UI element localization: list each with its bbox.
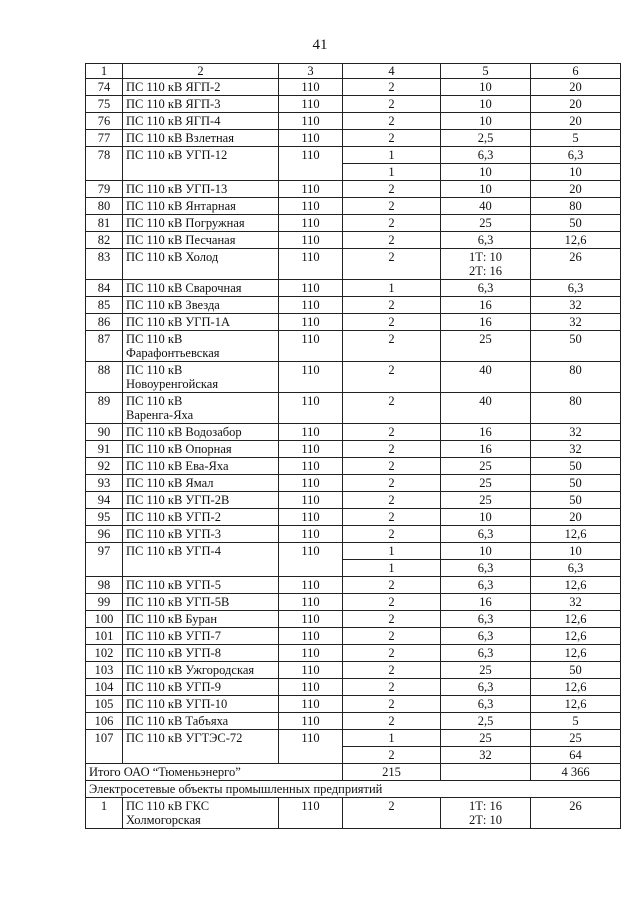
table-row	[86, 280, 621, 297]
substation-name: ПС 110 кВ УГТЭС-72	[123, 730, 279, 764]
transformer-power: 40	[441, 393, 531, 424]
table-row	[86, 96, 621, 113]
transformer-count: 2	[343, 96, 441, 113]
table-row	[86, 424, 621, 441]
voltage-cell: 110	[279, 492, 343, 509]
row-number: 106	[86, 713, 123, 730]
substation-name: ПС 110 кВ Фарафонтьевская	[123, 331, 279, 362]
row-number: 74	[86, 79, 123, 96]
substation-name: ПС 110 кВ УГП-13	[123, 181, 279, 198]
transformer-power: 40	[441, 198, 531, 215]
voltage-cell: 110	[279, 331, 343, 362]
substation-name: ПС 110 кВ Погружная	[123, 215, 279, 232]
transformer-power: 25	[441, 475, 531, 492]
transformer-power: 10	[441, 96, 531, 113]
table-row	[86, 215, 621, 232]
transformer-power: 25	[441, 492, 531, 509]
table-row	[86, 147, 621, 164]
substation-name: ПС 110 кВ Опорная	[123, 441, 279, 458]
transformer-power: 10	[441, 543, 531, 560]
total-power: 10	[531, 543, 621, 560]
voltage-cell: 110	[279, 198, 343, 215]
table-row	[86, 130, 621, 147]
transformer-power: 25	[441, 215, 531, 232]
transformer-power: 1Т: 10 2Т: 16	[441, 249, 531, 280]
transformer-count: 2	[343, 393, 441, 424]
transformer-power: 6,3	[441, 560, 531, 577]
total-value: 4 366	[531, 764, 621, 781]
row-number: 94	[86, 492, 123, 509]
table-row	[86, 362, 621, 393]
row-number: 87	[86, 331, 123, 362]
transformer-count: 2	[343, 331, 441, 362]
voltage-cell: 110	[279, 611, 343, 628]
row-number: 78	[86, 147, 123, 181]
row-number: 88	[86, 362, 123, 393]
table-row	[86, 492, 621, 509]
table-row	[86, 249, 621, 280]
substation-name: ПС 110 кВ Песчаная	[123, 232, 279, 249]
table-row	[86, 679, 621, 696]
voltage-cell: 110	[279, 577, 343, 594]
transformer-power: 6,3	[441, 526, 531, 543]
table-row	[86, 181, 621, 198]
header-cell: 1	[86, 64, 123, 79]
transformer-count: 1	[343, 543, 441, 560]
header-cell: 2	[123, 64, 279, 79]
total-power: 50	[531, 458, 621, 475]
substation-name: ПС 110 кВ ЯГП-4	[123, 113, 279, 130]
transformer-power: 10	[441, 181, 531, 198]
voltage-cell: 110	[279, 458, 343, 475]
voltage-cell: 110	[279, 280, 343, 297]
table-row	[86, 458, 621, 475]
voltage-cell: 110	[279, 628, 343, 645]
substation-name: ПС 110 кВ Ева-Яха	[123, 458, 279, 475]
substation-name: ПС 110 кВ Новоуренгойская	[123, 362, 279, 393]
row-number: 77	[86, 130, 123, 147]
voltage-cell: 110	[279, 297, 343, 314]
transformer-count: 2	[343, 475, 441, 492]
voltage-cell: 110	[279, 713, 343, 730]
total-power: 12,6	[531, 696, 621, 713]
total-power: 12,6	[531, 628, 621, 645]
voltage-cell: 110	[279, 362, 343, 393]
header-cell: 5	[441, 64, 531, 79]
transformer-count: 2	[343, 232, 441, 249]
table-row	[86, 713, 621, 730]
transformer-count: 2	[343, 628, 441, 645]
total-power: 32	[531, 441, 621, 458]
total-power: 26	[531, 798, 621, 829]
table-row	[86, 611, 621, 628]
row-number: 81	[86, 215, 123, 232]
table-row	[86, 393, 621, 424]
substation-name: ПС 110 кВ УГП-2	[123, 509, 279, 526]
total-power: 20	[531, 181, 621, 198]
transformer-count: 2	[343, 492, 441, 509]
total-power: 6,3	[531, 560, 621, 577]
total-power: 50	[531, 215, 621, 232]
total-power: 5	[531, 713, 621, 730]
voltage-cell: 110	[279, 393, 343, 424]
substation-name: ПС 110 кВ Ужгородская	[123, 662, 279, 679]
header-cell: 3	[279, 64, 343, 79]
voltage-cell: 110	[279, 441, 343, 458]
total-power: 12,6	[531, 611, 621, 628]
total-power: 20	[531, 113, 621, 130]
total-power: 20	[531, 79, 621, 96]
voltage-cell: 110	[279, 424, 343, 441]
header-cell: 6	[531, 64, 621, 79]
total-power: 20	[531, 96, 621, 113]
total-power: 32	[531, 314, 621, 331]
table-row	[86, 730, 621, 747]
row-number: 79	[86, 181, 123, 198]
transformer-count: 2	[343, 130, 441, 147]
substation-name: ПС 110 кВ УГП-4	[123, 543, 279, 577]
substation-name: ПС 110 кВ Янтарная	[123, 198, 279, 215]
substation-name: ПС 110 кВ УГП-7	[123, 628, 279, 645]
substation-name: ПС 110 кВ УГП-3	[123, 526, 279, 543]
transformer-count: 2	[343, 509, 441, 526]
table-row	[86, 798, 621, 829]
voltage-cell: 110	[279, 526, 343, 543]
voltage-cell: 110	[279, 543, 343, 577]
transformer-power: 2,5	[441, 130, 531, 147]
row-number: 85	[86, 297, 123, 314]
transformer-power: 25	[441, 730, 531, 747]
substation-name: ПС 110 кВ УГП-5В	[123, 594, 279, 611]
transformer-power: 6,3	[441, 280, 531, 297]
transformer-power: 16	[441, 594, 531, 611]
row-number: 83	[86, 249, 123, 280]
substation-name: ПС 110 кВ УГП-10	[123, 696, 279, 713]
transformer-power: 6,3	[441, 232, 531, 249]
transformer-count: 2	[343, 526, 441, 543]
transformer-power: 40	[441, 362, 531, 393]
transformer-count: 2	[343, 441, 441, 458]
voltage-cell: 110	[279, 509, 343, 526]
row-number: 84	[86, 280, 123, 297]
transformer-power: 16	[441, 314, 531, 331]
total-empty	[441, 764, 531, 781]
transformer-count: 2	[343, 458, 441, 475]
total-power: 12,6	[531, 679, 621, 696]
transformer-count: 2	[343, 297, 441, 314]
substation-name: ПС 110 кВ УГП-5	[123, 577, 279, 594]
header-cell: 4	[343, 64, 441, 79]
total-row	[86, 764, 621, 781]
substation-name: ПС 110 кВ УГП-2В	[123, 492, 279, 509]
substations-table	[85, 63, 621, 829]
row-number: 92	[86, 458, 123, 475]
table-row	[86, 577, 621, 594]
transformer-power: 6,3	[441, 679, 531, 696]
voltage-cell: 110	[279, 798, 343, 829]
total-power: 12,6	[531, 577, 621, 594]
total-power: 12,6	[531, 526, 621, 543]
total-power: 50	[531, 662, 621, 679]
table-body	[86, 64, 621, 829]
substation-name: ПС 110 кВ ЯГП-3	[123, 96, 279, 113]
table-row	[86, 314, 621, 331]
row-number: 82	[86, 232, 123, 249]
total-power: 26	[531, 249, 621, 280]
total-power: 32	[531, 594, 621, 611]
voltage-cell: 110	[279, 96, 343, 113]
total-power: 32	[531, 424, 621, 441]
substation-name: ПС 110 кВ Варенга-Яха	[123, 393, 279, 424]
transformer-power: 1Т: 16 2Т: 10	[441, 798, 531, 829]
transformer-power: 16	[441, 424, 531, 441]
table-row	[86, 441, 621, 458]
total-power: 50	[531, 331, 621, 362]
voltage-cell: 110	[279, 730, 343, 764]
total-power: 64	[531, 747, 621, 764]
transformer-count: 1	[343, 164, 441, 181]
transformer-count: 2	[343, 747, 441, 764]
substation-name: ПС 110 кВ Сварочная	[123, 280, 279, 297]
transformer-power: 6,3	[441, 628, 531, 645]
transformer-power: 6,3	[441, 611, 531, 628]
voltage-cell: 110	[279, 130, 343, 147]
row-number: 102	[86, 645, 123, 662]
row-number: 80	[86, 198, 123, 215]
substation-name: ПС 110 кВ УГП-9	[123, 679, 279, 696]
row-number: 1	[86, 798, 123, 829]
transformer-power: 6,3	[441, 577, 531, 594]
total-power: 50	[531, 475, 621, 492]
substation-name: ПС 110 кВ УГП-8	[123, 645, 279, 662]
transformer-count: 1	[343, 147, 441, 164]
row-number: 100	[86, 611, 123, 628]
transformer-count: 2	[343, 696, 441, 713]
row-number: 93	[86, 475, 123, 492]
voltage-cell: 110	[279, 113, 343, 130]
total-power: 6,3	[531, 147, 621, 164]
transformer-power: 10	[441, 509, 531, 526]
transformer-power: 6,3	[441, 147, 531, 164]
transformer-power: 25	[441, 331, 531, 362]
table-row	[86, 662, 621, 679]
total-power: 32	[531, 297, 621, 314]
substation-name: ПС 110 кВ Табъяха	[123, 713, 279, 730]
voltage-cell: 110	[279, 475, 343, 492]
total-power: 12,6	[531, 645, 621, 662]
transformer-count: 1	[343, 280, 441, 297]
total-power: 12,6	[531, 232, 621, 249]
header-row	[86, 64, 621, 79]
transformer-power: 6,3	[441, 696, 531, 713]
substation-name: ПС 110 кВ УГП-12	[123, 147, 279, 181]
substation-name: ПС 110 кВ ЯГП-2	[123, 79, 279, 96]
voltage-cell: 110	[279, 662, 343, 679]
transformer-power: 25	[441, 458, 531, 475]
table-row	[86, 645, 621, 662]
transformer-count: 2	[343, 679, 441, 696]
total-power: 10	[531, 164, 621, 181]
table-row	[86, 297, 621, 314]
table-row	[86, 594, 621, 611]
table-row	[86, 526, 621, 543]
table-row	[86, 696, 621, 713]
total-power: 80	[531, 362, 621, 393]
voltage-cell: 110	[279, 249, 343, 280]
section-row	[86, 781, 621, 798]
transformer-count: 1	[343, 730, 441, 747]
substation-name: ПС 110 кВ ГКС Холмогорская	[123, 798, 279, 829]
transformer-count: 2	[343, 181, 441, 198]
transformer-power: 16	[441, 441, 531, 458]
transformer-count: 1	[343, 560, 441, 577]
row-number: 86	[86, 314, 123, 331]
total-power: 5	[531, 130, 621, 147]
transformer-power: 2,5	[441, 713, 531, 730]
substation-name: ПС 110 кВ Ямал	[123, 475, 279, 492]
substation-name: ПС 110 кВ Взлетная	[123, 130, 279, 147]
transformer-power: 16	[441, 297, 531, 314]
substation-name: ПС 110 кВ Водозабор	[123, 424, 279, 441]
transformer-count: 2	[343, 113, 441, 130]
transformer-power: 10	[441, 113, 531, 130]
row-number: 91	[86, 441, 123, 458]
voltage-cell: 110	[279, 314, 343, 331]
transformer-count: 2	[343, 79, 441, 96]
transformer-count: 2	[343, 594, 441, 611]
table-row	[86, 331, 621, 362]
section-title: Электросетевые объекты промышленных предприятий	[86, 781, 621, 798]
voltage-cell: 110	[279, 147, 343, 181]
total-count: 215	[343, 764, 441, 781]
transformer-count: 2	[343, 249, 441, 280]
row-number: 95	[86, 509, 123, 526]
substation-name: ПС 110 кВ Звезда	[123, 297, 279, 314]
voltage-cell: 110	[279, 679, 343, 696]
total-label: Итого ОАО “Тюменьэнерго”	[86, 764, 343, 781]
transformer-power: 6,3	[441, 645, 531, 662]
transformer-count: 2	[343, 577, 441, 594]
transformer-count: 2	[343, 645, 441, 662]
substation-name: ПС 110 кВ Буран	[123, 611, 279, 628]
row-number: 97	[86, 543, 123, 577]
total-power: 6,3	[531, 280, 621, 297]
transformer-count: 2	[343, 362, 441, 393]
table-row	[86, 509, 621, 526]
voltage-cell: 110	[279, 696, 343, 713]
table-row	[86, 113, 621, 130]
total-power: 20	[531, 509, 621, 526]
row-number: 107	[86, 730, 123, 764]
transformer-count: 2	[343, 314, 441, 331]
transformer-power: 25	[441, 662, 531, 679]
transformer-count: 2	[343, 662, 441, 679]
page-number: 41	[312, 37, 328, 53]
table-row	[86, 198, 621, 215]
total-power: 50	[531, 492, 621, 509]
table-row	[86, 543, 621, 560]
row-number: 75	[86, 96, 123, 113]
table-row	[86, 79, 621, 96]
row-number: 76	[86, 113, 123, 130]
transformer-count: 2	[343, 198, 441, 215]
table-row	[86, 475, 621, 492]
total-power: 25	[531, 730, 621, 747]
row-number: 89	[86, 393, 123, 424]
table-row	[86, 628, 621, 645]
transformer-count: 2	[343, 713, 441, 730]
transformer-count: 2	[343, 798, 441, 829]
voltage-cell: 110	[279, 181, 343, 198]
transformer-power: 32	[441, 747, 531, 764]
transformer-count: 2	[343, 424, 441, 441]
substation-name: ПС 110 кВ Холод	[123, 249, 279, 280]
transformer-power: 10	[441, 79, 531, 96]
row-number: 96	[86, 526, 123, 543]
voltage-cell: 110	[279, 215, 343, 232]
total-power: 80	[531, 198, 621, 215]
row-number: 104	[86, 679, 123, 696]
row-number: 101	[86, 628, 123, 645]
row-number: 105	[86, 696, 123, 713]
transformer-count: 2	[343, 611, 441, 628]
voltage-cell: 110	[279, 645, 343, 662]
row-number: 99	[86, 594, 123, 611]
substation-name: ПС 110 кВ УГП-1А	[123, 314, 279, 331]
row-number: 90	[86, 424, 123, 441]
transformer-power: 10	[441, 164, 531, 181]
row-number: 98	[86, 577, 123, 594]
total-power: 80	[531, 393, 621, 424]
row-number: 103	[86, 662, 123, 679]
transformer-count: 2	[343, 215, 441, 232]
table-row	[86, 232, 621, 249]
voltage-cell: 110	[279, 232, 343, 249]
voltage-cell: 110	[279, 79, 343, 96]
voltage-cell: 110	[279, 594, 343, 611]
